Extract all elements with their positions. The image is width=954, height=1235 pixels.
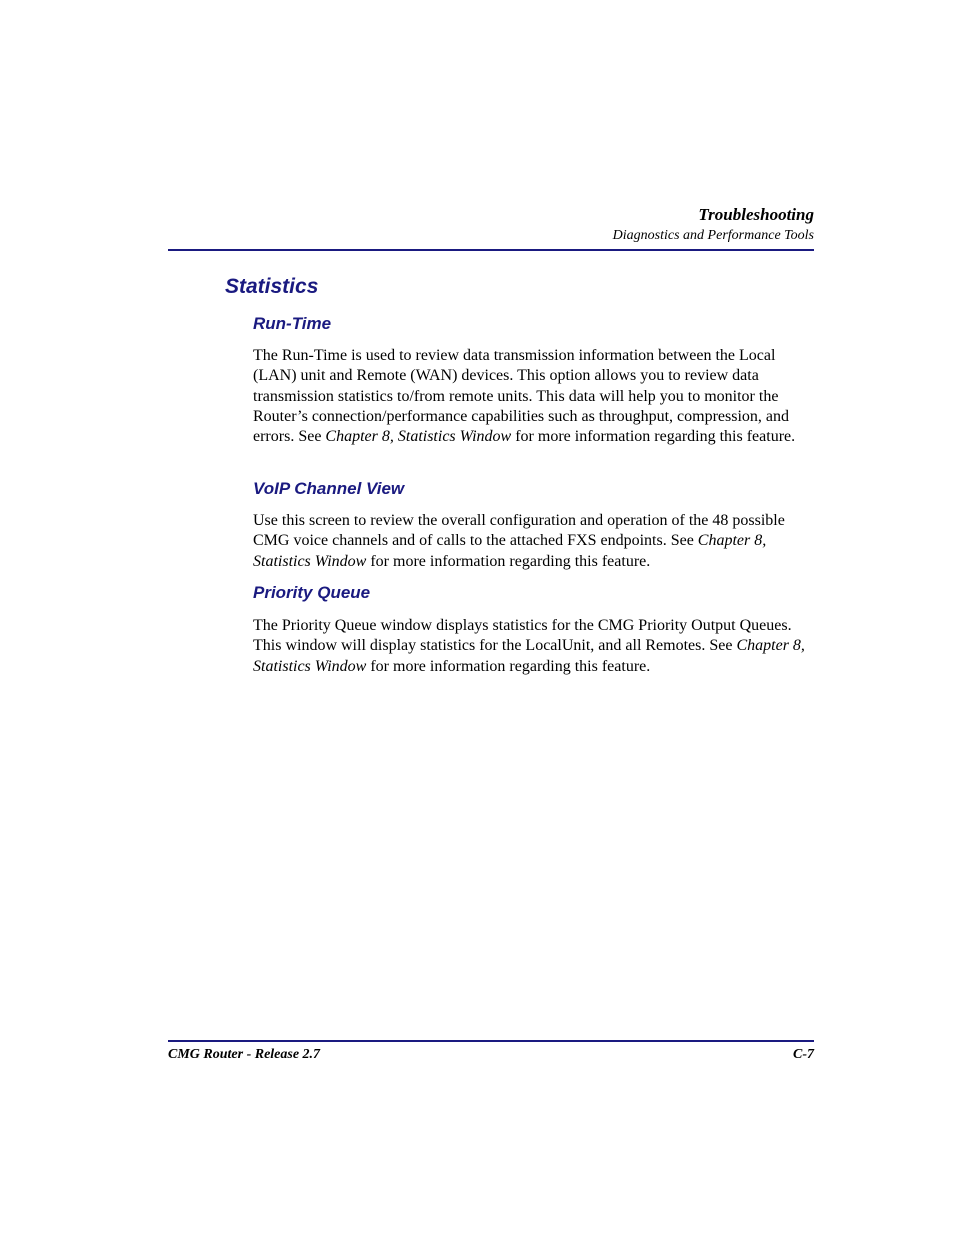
- page-title: Statistics: [225, 275, 319, 298]
- section-body-voip-channel-view: [253, 511, 813, 572]
- chapter-reference: Chapter 8, Statistics Window: [253, 532, 767, 570]
- section-heading-run-time: Run-Time: [253, 314, 332, 333]
- section-body-run-time: [253, 346, 813, 447]
- section-heading-priority-queue: Priority Queue: [253, 583, 371, 602]
- body-text: The Run-Time is used to review data transmission information between the Local (LAN) unit and Remote (WAN) devices. This option allows you to review data transmission statistics to/from remote units. This data will help you to monitor the Router’s connection/performance capabilities such as throughput, compression, and errors. See: [253, 347, 789, 446]
- body-text: The Priority Queue window displays statistics for the CMG Priority Output Queues. This window will display statistics for the LocalUnit, and all Remotes. See: [253, 617, 792, 655]
- header-section-title: Diagnostics and Performance Tools: [612, 228, 814, 243]
- body-text: for more information regarding this feature.: [511, 428, 796, 446]
- body-text: Use this screen to review the overall configuration and operation of the 48 possible CMG voice channels and of calls to the attached FXS endpoints. See: [253, 512, 785, 550]
- footer-product-release: CMG Router - Release 2.7: [168, 1047, 321, 1062]
- footer-page-number: C-7: [793, 1047, 814, 1062]
- footer-divider: [168, 1040, 814, 1042]
- section-heading-voip-channel-view: VoIP Channel View: [253, 479, 405, 498]
- header-chapter-title: Troubleshooting: [698, 205, 814, 224]
- body-text: for more information regarding this feature.: [366, 552, 651, 570]
- chapter-reference: Chapter 8, Statistics Window: [253, 637, 805, 675]
- body-text: for more information regarding this feature.: [366, 657, 651, 675]
- section-body-priority-queue: [253, 616, 813, 677]
- chapter-reference: Chapter 8, Statistics Window: [325, 428, 512, 446]
- header-divider: [168, 249, 814, 251]
